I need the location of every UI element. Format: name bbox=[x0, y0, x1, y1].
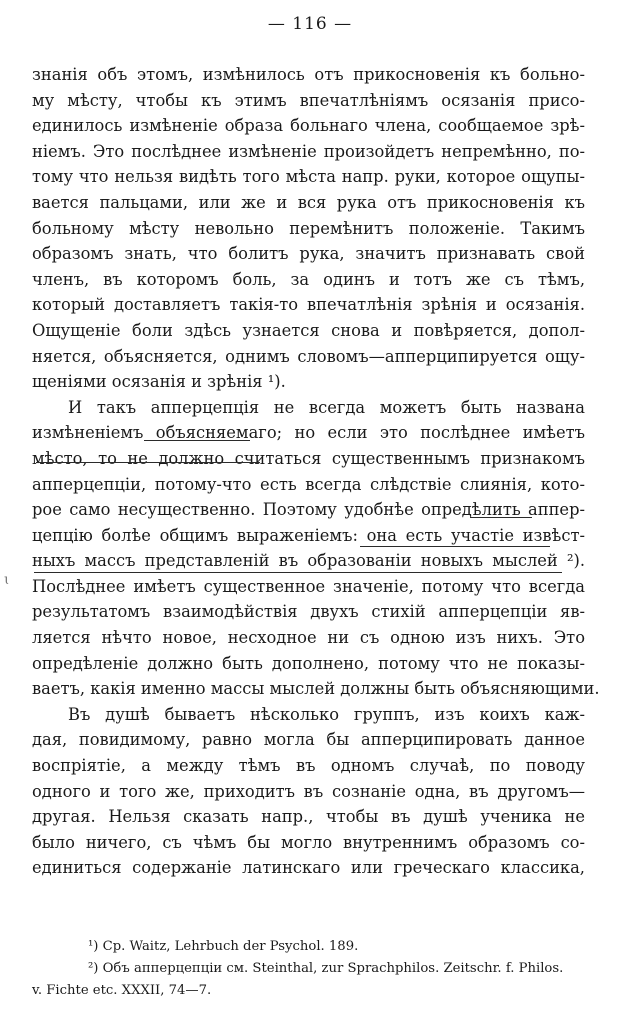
text-line: ныхъ массъ представленій въ образованіи новыхъ мыслей ²). bbox=[32, 551, 585, 571]
margin-pencil-mark: ɩ bbox=[4, 572, 10, 588]
text-line: образомъ знать, что болитъ рука, значитъ признавать свой bbox=[32, 244, 585, 264]
text-line: Послѣднее имѣетъ существенное значеніе, потому что всегда bbox=[32, 576, 585, 596]
text-line: измѣненіемъ объясняемаго; но если это послѣднее имѣетъ bbox=[32, 423, 585, 443]
paragraph-start-line: Въ душѣ бываетъ нѣсколько группъ, изъ коихъ каж- bbox=[68, 704, 585, 724]
text-line: цепцію болѣе общимъ выраженіемъ: она есть участіе извѣст- bbox=[32, 525, 585, 545]
text-line: мѣсто, то не должно считаться существеннымъ признакомъ bbox=[32, 448, 585, 468]
footnote-continuation: v. Fichte etc. XXXII, 74—7. bbox=[32, 983, 212, 998]
footnote: ¹) Ср. Waitz, Lehrbuch der Psychol. 189. bbox=[88, 939, 359, 954]
text-line: другая. Нельзя сказать напр., чтобы въ душѣ ученика не bbox=[32, 807, 585, 827]
text-line: было ничего, съ чѣмъ бы могло внутреннимъ образомъ со- bbox=[32, 832, 585, 852]
text-line: членъ, въ которомъ боль, за одинъ и тотъ же съ тѣмъ, bbox=[32, 269, 585, 289]
text-line: Ощущеніе боли здѣсь узнается снова и повѣряется, допол- bbox=[32, 320, 585, 340]
text-line: апперцепціи, потому-что есть всегда слѣдствіе слиянія, кото- bbox=[32, 474, 585, 494]
ink-underline bbox=[470, 517, 532, 518]
ink-underline bbox=[36, 462, 260, 463]
text-line: тому что нельзя видѣть того мѣста напр. руки, которое ощупы- bbox=[32, 167, 585, 187]
ink-underline bbox=[34, 572, 562, 573]
page-number: — 116 — bbox=[267, 14, 353, 34]
text-line: больному мѣсту невольно перемѣнитъ положеніе. Такимъ bbox=[32, 218, 585, 238]
text-line: который доставляетъ такія-то впечатлѣнія зрѣнія и осязанія. bbox=[32, 295, 585, 315]
text-line: одного и того же, приходитъ въ сознаніе одна, въ другомъ— bbox=[32, 781, 585, 801]
paragraph-start-line: И такъ апперцепція не всегда можетъ быть названа bbox=[68, 397, 585, 417]
text-line: единиться содержаніе латинскаго или греческаго классика, bbox=[32, 858, 585, 878]
text-line: ніемъ. Это послѣднее измѣненіе произойдетъ непремѣнно, по- bbox=[32, 141, 585, 161]
text-line: опредѣленіе должно быть дополнено, потому что не показы- bbox=[32, 653, 585, 673]
ink-underline bbox=[144, 440, 250, 441]
footnotes bbox=[32, 936, 585, 1002]
footnote: ²) Объ апперцепціи см. Steinthal, zur Sprachphilos. Zeitschr. f. Philos. bbox=[88, 961, 564, 976]
text-line: няется, объясняется, однимъ словомъ—апперципируется ощу- bbox=[32, 346, 585, 366]
text-line: результатомъ взаимодѣйствія двухъ стихій апперцепціи яв- bbox=[32, 602, 585, 622]
body-text bbox=[32, 62, 600, 881]
text-line: знанія объ этомъ, измѣнилось отъ прикосновенія къ больно- bbox=[32, 65, 585, 84]
ink-underline bbox=[360, 546, 550, 547]
text-line: вается пальцами, или же и вся рука отъ прикосновенія къ bbox=[32, 192, 585, 212]
text-line: дая, повидимому, равно могла бы апперципировать данное bbox=[32, 730, 585, 750]
text-line: ляется нѣчто новое, несходное ни съ одною изъ нихъ. Это bbox=[32, 628, 585, 648]
text-line: ваетъ, какія именно массы мыслей должны быть объясняющими. bbox=[32, 679, 600, 699]
text-line: воспріятіе, а между тѣмъ въ одномъ случаѣ, по поводу bbox=[32, 756, 585, 776]
text-line: щеніями осязанія и зрѣнія ¹). bbox=[32, 372, 286, 392]
text-line: рое само несущественно. Поэтому удобнѣе опредѣлить аппер- bbox=[32, 500, 585, 520]
text-line: му мѣсту, чтобы къ этимъ впечатлѣніямъ осязанія присо- bbox=[32, 90, 585, 110]
text-line: единилось измѣненіе образа больнаго члена, сообщаемое зрѣ- bbox=[32, 116, 585, 136]
